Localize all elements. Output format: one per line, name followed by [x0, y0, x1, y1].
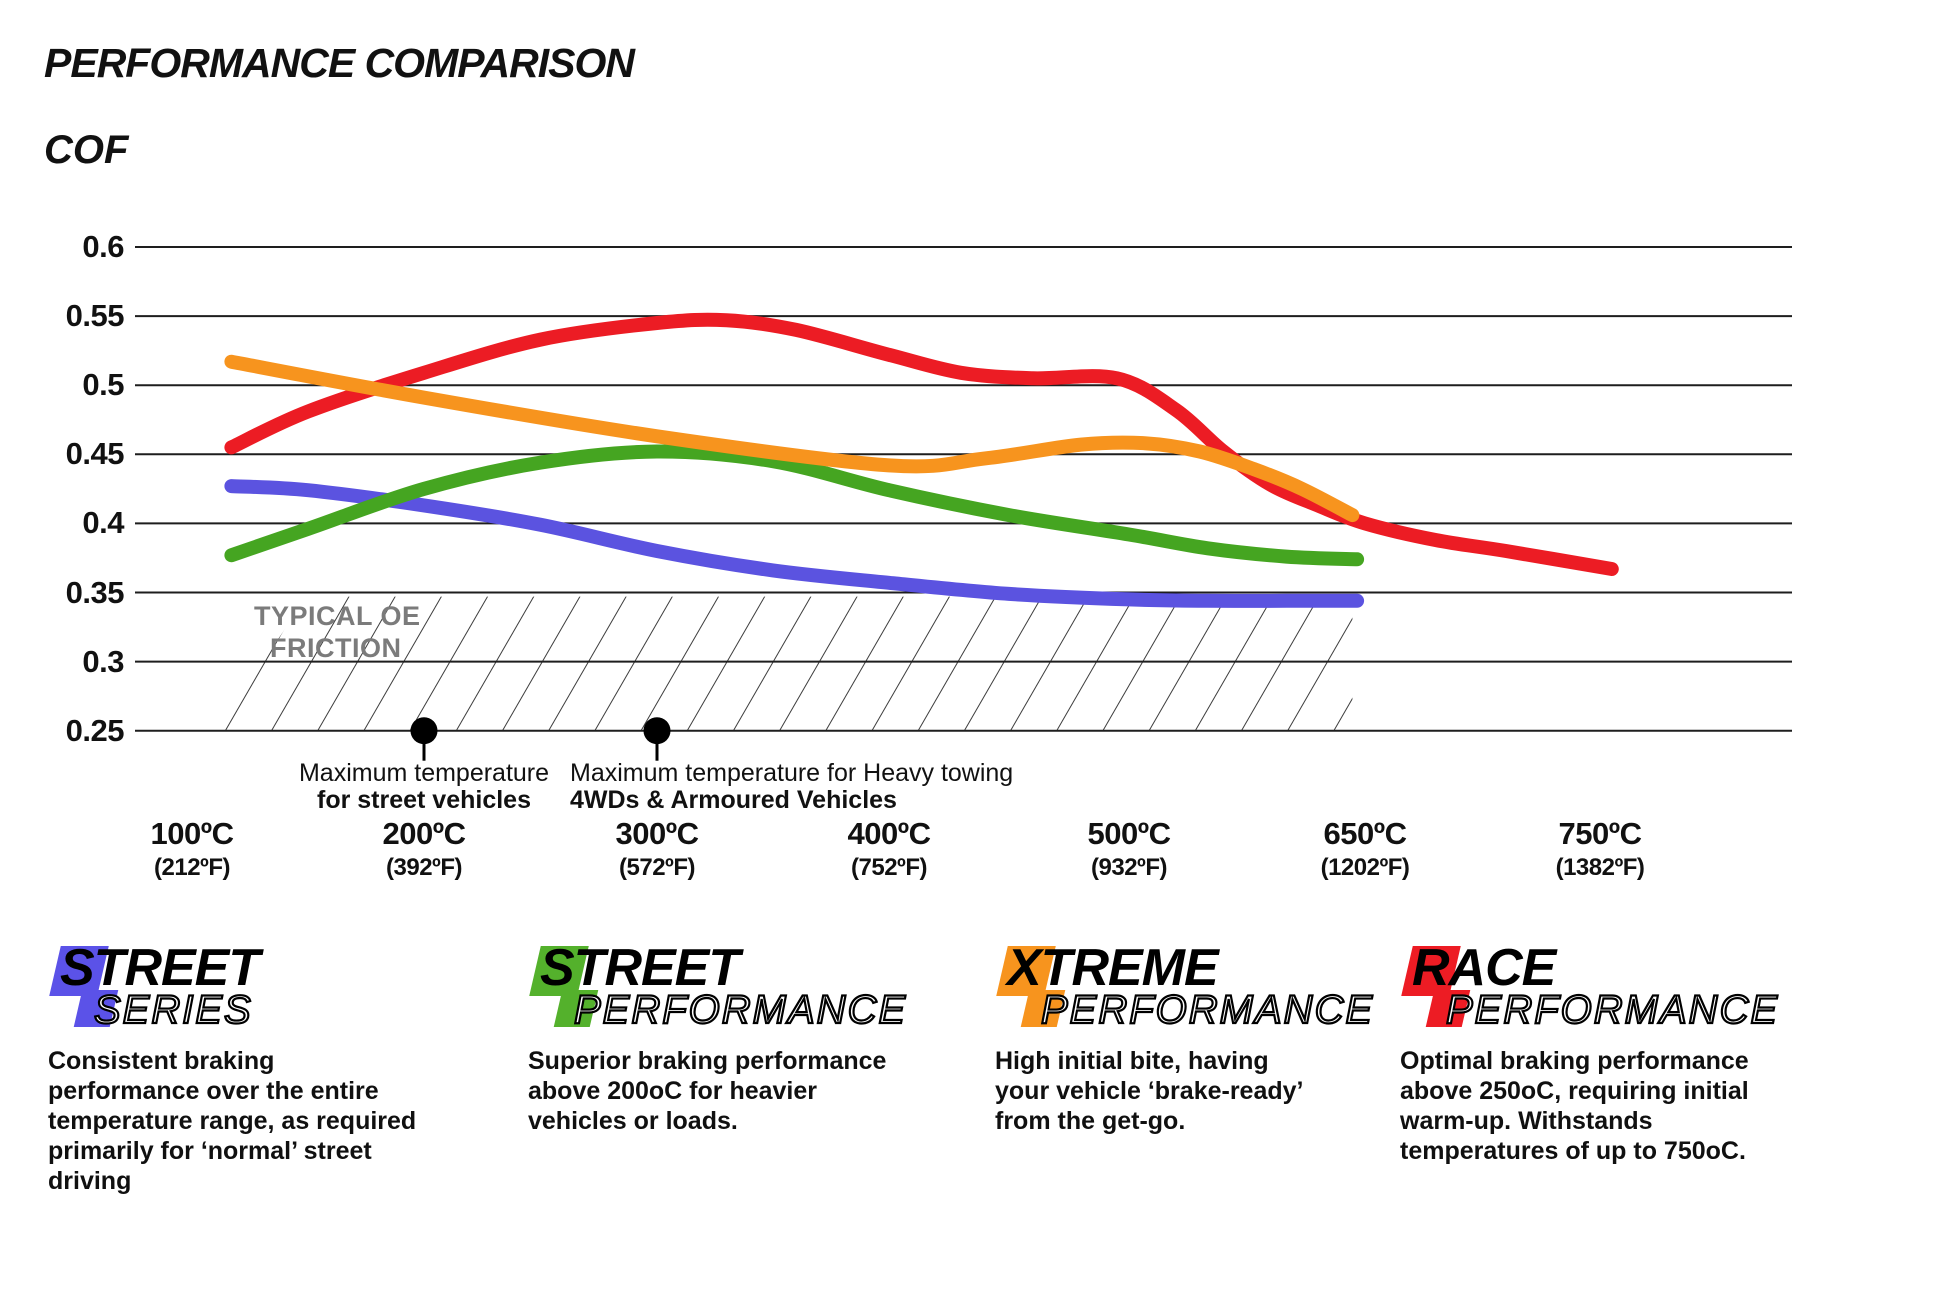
logo-word-secondary: PERFORMANCE	[1446, 988, 1780, 1032]
x-axis-tick-label	[151, 816, 234, 882]
annotation-dot	[644, 717, 671, 744]
x-axis-tick-label	[616, 816, 699, 882]
legend-description: Superior braking performance above 200oC for heavier vehicles or loads.	[528, 1047, 887, 1135]
typical-oe-line1: TYPICAL OE	[254, 601, 421, 631]
x-tick-celsius: 750ºC	[1558, 816, 1642, 851]
x-tick-celsius: 400ºC	[847, 816, 931, 851]
x-axis-tick-label	[1556, 816, 1645, 882]
x-tick-fahrenheit: (1202ºF)	[1320, 854, 1410, 881]
annotation-text-bold: 4WDs & Armoured Vehicles	[570, 785, 897, 814]
x-tick-celsius: 100ºC	[150, 816, 234, 851]
x-axis-tick-label	[383, 816, 466, 882]
logo-word-primary: RACE	[1412, 939, 1556, 997]
y-axis-tick-label: 0.25	[65, 712, 124, 748]
logo-word-secondary: PERFORMANCE	[1041, 988, 1375, 1032]
x-tick-celsius: 300ºC	[615, 816, 699, 851]
x-axis-tick-label	[1321, 816, 1410, 882]
logo-word-secondary: SERIES	[94, 988, 253, 1032]
x-tick-fahrenheit: (1382ºF)	[1555, 854, 1645, 881]
y-axis-title: COF	[44, 128, 129, 172]
x-tick-fahrenheit: (932ºF)	[1091, 854, 1167, 881]
annotation-text: Maximum temperature	[298, 758, 550, 787]
annotation-street-max-temp	[299, 760, 549, 814]
legend-description: High initial bite, having your vehicle ‘brake-ready’ from the get-go.	[995, 1047, 1303, 1135]
series-line-race-performance	[231, 320, 1611, 569]
y-axis-tick-label: 0.35	[65, 574, 124, 610]
x-axis-tick-label	[848, 816, 931, 882]
x-tick-fahrenheit: (392ºF)	[386, 854, 462, 881]
logo-word-primary: STREET	[60, 939, 260, 997]
y-axis-tick-label: 0.3	[82, 643, 124, 679]
page-title: PERFORMANCE COMPARISON	[44, 40, 634, 86]
legend-description: Optimal braking performance above 250oC, requiring initial warm-up. Withstands temperatures of up to 750oC.	[1400, 1047, 1749, 1165]
y-axis-tick-label: 0.45	[65, 436, 124, 472]
logo-word-primary: XTREME	[1007, 939, 1218, 997]
x-axis-tick-label	[1088, 816, 1171, 882]
y-axis-tick-label: 0.5	[82, 367, 124, 403]
x-tick-celsius: 500ºC	[1087, 816, 1171, 851]
x-tick-celsius: 200ºC	[382, 816, 466, 851]
annotation-text-bold: for street vehicles	[316, 785, 531, 814]
x-tick-fahrenheit: (752ºF)	[851, 854, 927, 881]
legend-description: Consistent braking performance over the entire temperature range, as required primarily for ‘normal’ street driving	[48, 1047, 417, 1195]
x-tick-fahrenheit: (572ºF)	[619, 854, 695, 881]
typical-oe-line2: FRICTION	[270, 633, 402, 663]
logo-word-primary: STREET	[540, 939, 740, 997]
annotation-text: Maximum temperature for Heavy towing	[570, 758, 1014, 787]
y-axis-tick-label: 0.6	[82, 229, 124, 264]
logo-word-secondary: PERFORMANCE	[574, 988, 908, 1032]
y-axis-tick-label: 0.55	[65, 298, 124, 334]
annotation-towing-max-temp	[570, 760, 1013, 814]
x-tick-celsius: 650ºC	[1323, 816, 1407, 851]
x-tick-fahrenheit: (212ºF)	[154, 854, 230, 881]
annotation-dot	[411, 717, 438, 744]
y-axis-tick-label: 0.4	[82, 505, 124, 541]
typical-oe-friction-label	[254, 600, 421, 664]
